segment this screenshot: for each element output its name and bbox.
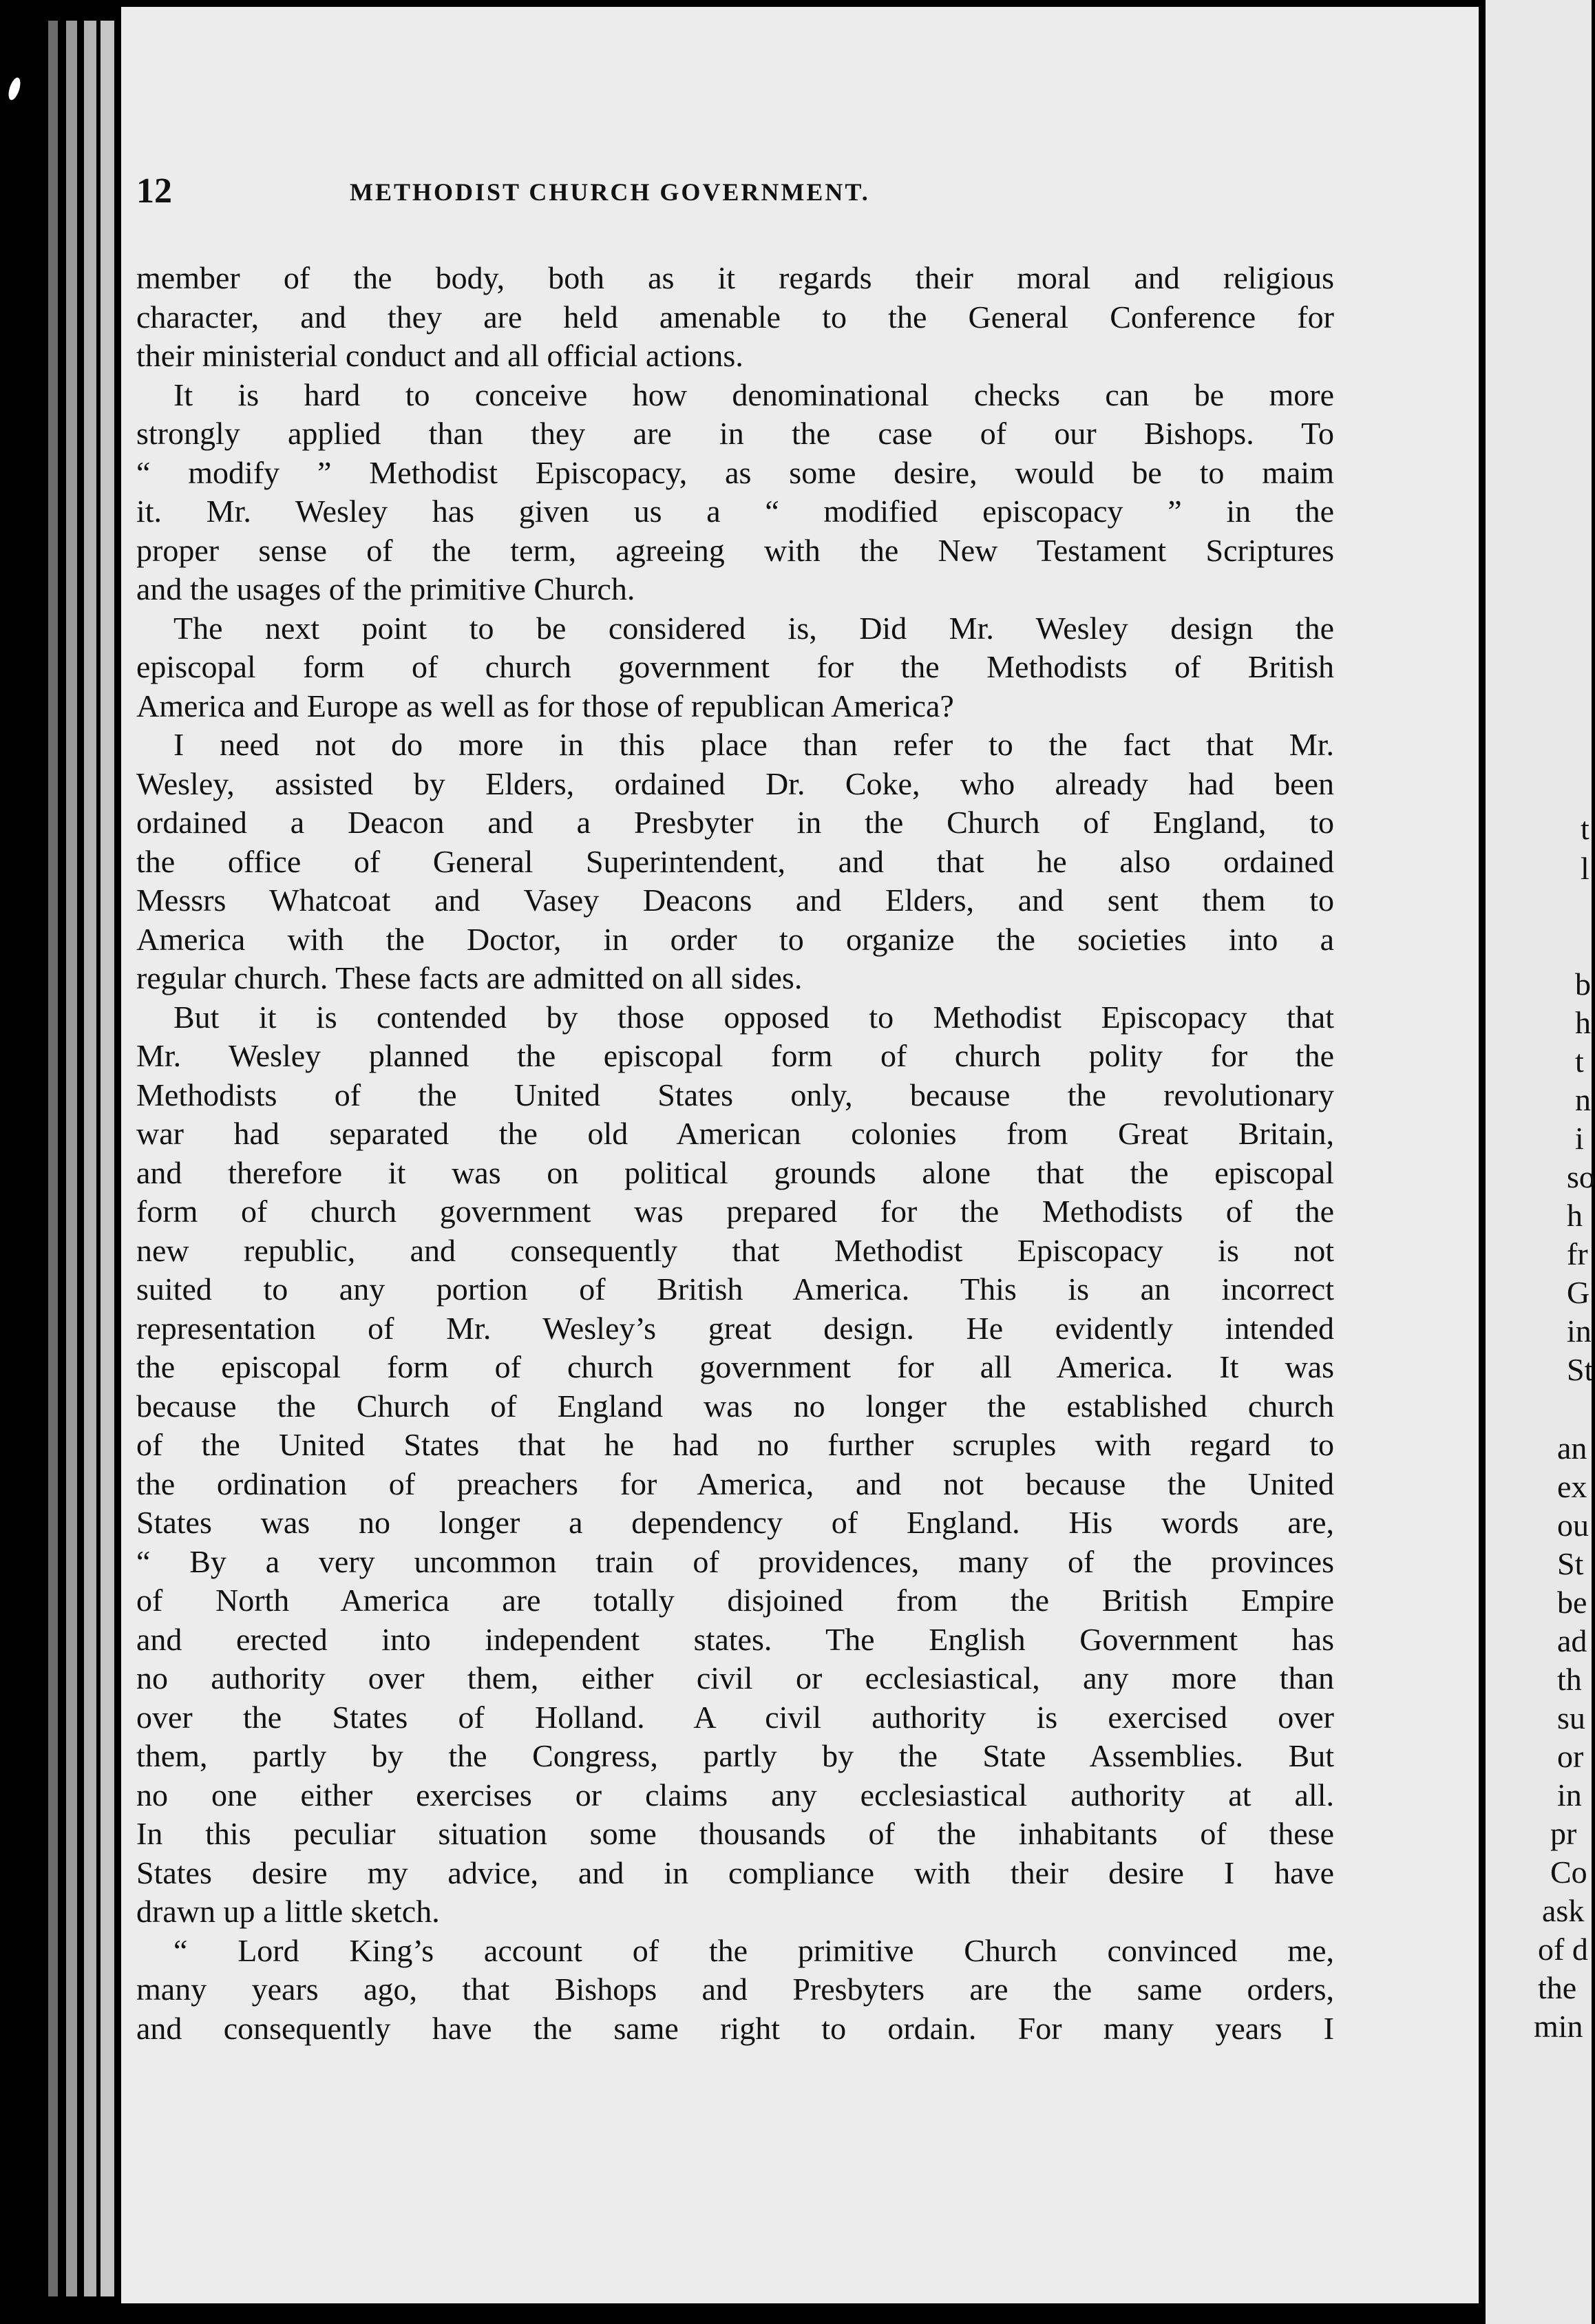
text-line: suited to any portion of British America. This is an incorrect: [136, 1271, 1334, 1307]
facing-page-fragment: l: [1581, 851, 1589, 886]
text-line: States was no longer a dependency of England. His words are,: [136, 1505, 1334, 1540]
facing-page-fragment: h: [1575, 1005, 1591, 1040]
text-line: because the Church of England was no longer the established church: [136, 1388, 1334, 1424]
text-line: America with the Doctor, in order to organize the societies into a: [136, 921, 1334, 957]
text-line: them, partly by the Congress, partly by the State Assemblies. But: [136, 1738, 1334, 1773]
running-title: METHODIST CHURCH GOVERNMENT.: [350, 178, 870, 206]
text-line: the episcopal form of church government for all America. It was: [136, 1349, 1334, 1384]
facing-page-fragment: in: [1567, 1313, 1592, 1349]
text-line: “ modify ” Methodist Episcopacy, as some desire, would be to maim: [136, 454, 1334, 490]
text-line: Methodists of the United States only, because the revolutionary: [136, 1077, 1334, 1112]
facing-page-fragment: of d: [1538, 1932, 1588, 1967]
facing-page-fragment: b: [1575, 966, 1591, 1002]
facing-page-fragment: ex: [1557, 1469, 1587, 1504]
facing-page-fragment: h: [1567, 1198, 1583, 1233]
text-line: no authority over them, either civil or ecclesiastical, any more than: [136, 1660, 1334, 1696]
text-line: Messrs Whatcoat and Vasey Deacons and Elders, and sent them to: [136, 883, 1334, 918]
facing-page-fragment: Co: [1550, 1855, 1587, 1890]
facing-page-fragment: fr: [1567, 1236, 1588, 1271]
facing-page-fragment: St: [1567, 1352, 1594, 1387]
body-text: [136, 259, 1334, 2048]
facing-page-fragment: in: [1557, 1777, 1582, 1813]
facing-page-fragment: pr: [1550, 1816, 1577, 1851]
facing-page-fragment: St: [1557, 1546, 1584, 1581]
text-line: and therefore it was on political grounds alone that the episcopal: [136, 1154, 1334, 1190]
facing-page-fragment: ask: [1542, 1893, 1585, 1928]
text-line: form of church government was prepared for the Methodists of the: [136, 1194, 1334, 1229]
page-edge: [48, 21, 58, 2296]
facing-page-fragment: t: [1575, 1044, 1584, 1079]
page-number: 12: [136, 171, 172, 211]
text-line: no one either exercises or claims any ecclesiastical authority at all.: [136, 1777, 1334, 1813]
text-line: and erected into independent states. The English Government has: [136, 1621, 1334, 1657]
scan-speck: [6, 76, 23, 102]
page-edge: [84, 21, 96, 2296]
page-edge: [101, 21, 114, 2296]
facing-page-fragment: ou: [1557, 1508, 1589, 1543]
text-line: episcopal form of church government for the Methodists of British: [136, 649, 1334, 684]
text-line: Mr. Wesley planned the episcopal form of church polity for the: [136, 1038, 1334, 1073]
text-line: and consequently have the same right to ordain. For many years I: [136, 2010, 1334, 2046]
text-line: of North America are totally disjoined from the British Empire: [136, 1583, 1334, 1618]
text-line: the office of General Superintendent, and that he also ordained: [136, 843, 1334, 879]
text-line: strongly applied than they are in the case of our Bishops. To: [136, 416, 1334, 451]
text-line: proper sense of the term, agreeing with the New Testament Scriptures: [136, 532, 1334, 568]
facing-page-fragment: su: [1557, 1700, 1585, 1735]
text-line: “ Lord King’s account of the primitive Church convinced me,: [173, 1932, 1334, 1968]
text-line: But it is contended by those opposed to Methodist Episcopacy that: [173, 999, 1334, 1035]
facing-page-fragment: the: [1538, 1970, 1577, 2005]
text-line: ordained a Deacon and a Presbyter in the Church of England, to: [136, 805, 1334, 840]
text-line: the ordination of preachers for America, and not because the United: [136, 1466, 1334, 1501]
facing-page-fragment: an: [1557, 1430, 1587, 1466]
running-head: [136, 171, 1334, 226]
facing-page-fragment: min: [1534, 2009, 1583, 2044]
text-line: America and Europe as well as for those of republican America?: [136, 688, 954, 723]
page-edge: [66, 21, 77, 2296]
text-line: member of the body, both as it regards their moral and religious: [136, 260, 1334, 295]
text-line: The next point to be considered is, Did Mr. Wesley design the: [173, 610, 1334, 646]
facing-page-fragment: ad: [1557, 1623, 1587, 1658]
text-line: It is hard to conceive how denominational checks can be more: [173, 377, 1334, 412]
text-line: many years ago, that Bishops and Presbyters are the same orders,: [136, 1972, 1334, 2007]
text-line: their ministerial conduct and all official actions.: [136, 338, 743, 373]
text-line: representation of Mr. Wesley’s great design. He evidently intended: [136, 1310, 1334, 1346]
text-line: war had separated the old American colonies from Great Britain,: [136, 1116, 1334, 1151]
text-line: “ By a very uncommon train of providences, many of the provinces: [136, 1543, 1334, 1579]
facing-page-fragment: i: [1575, 1121, 1584, 1156]
text-line: Wesley, assisted by Elders, ordained Dr. Coke, who already had been: [136, 765, 1334, 801]
text-line: I need not do more in this place than refer to the fact that Mr.: [173, 727, 1334, 762]
text-line: it. Mr. Wesley has given us a “ modified episcopacy ” in the: [136, 494, 1334, 529]
facing-page-fragment: or: [1557, 1739, 1584, 1774]
facing-page-fragment: th: [1557, 1662, 1582, 1697]
text-line: over the States of Holland. A civil authority is exercised over: [136, 1699, 1334, 1735]
text-line: States desire my advice, and in compliance with their desire I have: [136, 1855, 1334, 1890]
facing-page-fragment: be: [1557, 1585, 1587, 1620]
facing-page-fragment: t: [1581, 811, 1589, 846]
text-line: new republic, and consequently that Methodist Episcopacy is not: [136, 1232, 1334, 1268]
text-line: drawn up a little sketch.: [136, 1894, 440, 1929]
text-line: character, and they are held amenable to the General Conference for: [136, 299, 1334, 335]
text-line: and the usages of the primitive Church.: [136, 571, 635, 606]
facing-page-fragment: G: [1567, 1275, 1590, 1310]
text-line: regular church. These facts are admitted on all sides.: [136, 960, 803, 995]
facing-page-fragment: so: [1567, 1159, 1595, 1194]
text-line: of the United States that he had no further scruples with regard to: [136, 1427, 1334, 1462]
text-line: In this peculiar situation some thousands of the inhabitants of these: [136, 1816, 1334, 1851]
facing-page-fragment: n: [1575, 1082, 1591, 1117]
